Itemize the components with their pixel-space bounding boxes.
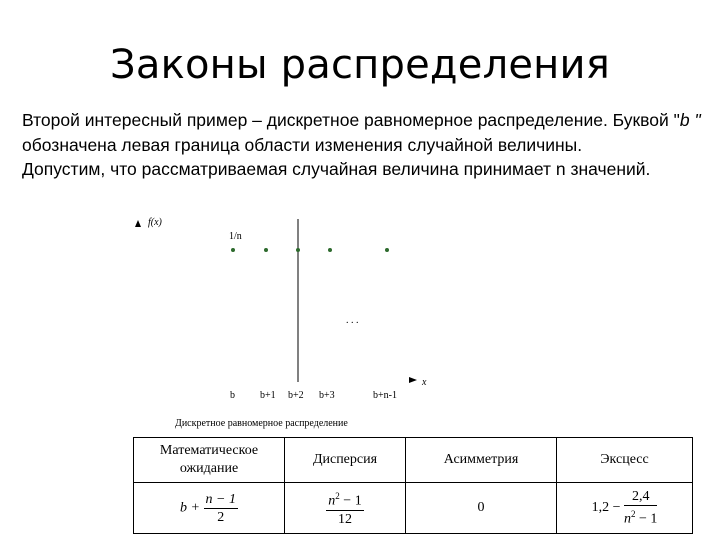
point-b-plus-1	[264, 248, 268, 252]
x-axis-arrow	[409, 377, 417, 383]
x-tick-b-plus-3: b+3	[319, 390, 335, 401]
kurtosis-den-exp: 2	[631, 509, 636, 520]
header-skewness: Асимметрия	[406, 438, 557, 483]
kurtosis-prefix: 1,2 −	[591, 500, 621, 516]
table-value-row	[134, 483, 693, 534]
header-variance: Дисперсия	[285, 438, 406, 483]
y-axis-label: f(x)	[148, 217, 162, 228]
mean-prefix: b +	[180, 500, 200, 516]
distribution-graph	[120, 205, 440, 435]
x-tick-b: b	[230, 390, 235, 401]
variance-num-tail: − 1	[339, 493, 362, 509]
x-tick-b-plus-2: b+2	[288, 390, 304, 401]
x-tick-b-plus-1: b+1	[260, 390, 276, 401]
table-header-row	[134, 438, 693, 483]
point-b-plus-3	[328, 248, 332, 252]
mean-denominator: 2	[217, 509, 225, 525]
mean-numerator: n − 1	[205, 491, 236, 507]
variance-fraction	[326, 488, 363, 528]
kurtosis-den-base: n	[624, 511, 631, 527]
variance-denominator: 12	[338, 511, 352, 527]
paragraph-2: Допустим, что рассматриваемая случайная величина принимает n значений.	[22, 159, 651, 179]
variance-num-base: n	[328, 493, 336, 509]
x-tick-b-plus-n-1: b+n-1	[373, 390, 397, 401]
cell-variance	[285, 483, 406, 534]
kurtosis-fraction	[624, 488, 657, 528]
kurtosis-numerator: 2,4	[624, 488, 657, 506]
kurtosis-den-tail: − 1	[635, 511, 658, 527]
slide-body-text	[22, 108, 702, 182]
y-axis-arrow	[135, 220, 141, 227]
header-mean: Математическое ожидание	[134, 438, 285, 483]
x-axis-label: x	[422, 377, 427, 388]
slide-title: Законы распределения	[110, 42, 610, 88]
variance-num-exp: 2	[335, 491, 340, 502]
properties-table	[133, 437, 693, 534]
variable-b: b "	[679, 110, 701, 130]
paragraph-1-end: обозначена левая граница области изменения случайной величины.	[22, 134, 583, 155]
point-b-plus-n-1	[385, 248, 389, 252]
cell-mean	[134, 483, 285, 534]
paragraph-1-text: Второй интересный пример – дискретное равномерное распределение. Буквой "	[22, 110, 680, 130]
cell-skewness: 0	[406, 483, 557, 534]
point-b-plus-2	[296, 248, 300, 252]
cell-kurtosis	[557, 483, 693, 534]
y-tick-label: 1/n	[229, 231, 242, 242]
header-kurtosis: Эксцесс	[557, 438, 693, 483]
point-b	[231, 248, 235, 252]
kurtosis-denominator	[624, 506, 657, 528]
graph-caption: Дискретное равномерное распределение	[175, 418, 348, 429]
ellipsis: . . .	[346, 315, 359, 326]
paragraph-1	[22, 108, 702, 157]
variance-numerator	[326, 488, 363, 511]
mean-fraction	[204, 491, 238, 526]
